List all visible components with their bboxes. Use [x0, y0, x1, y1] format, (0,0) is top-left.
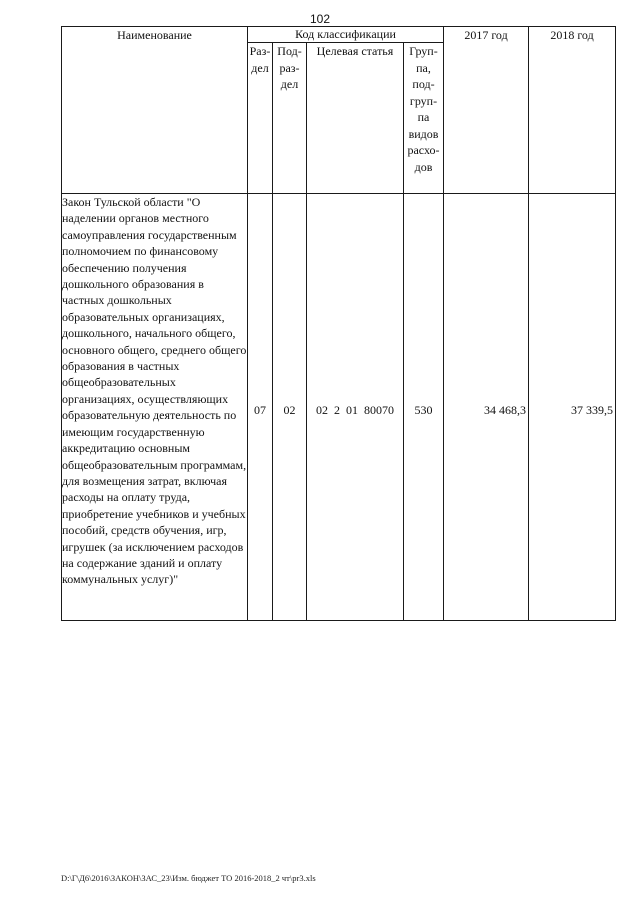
target-part-measure: 01: [346, 402, 358, 417]
footer-file-path: D:\Г\Д6\2016\ЗАКОН\ЗАС_23\Изм. бюджет ТО 2016-2018_2 чт\pr3.xls: [61, 873, 316, 883]
header-subsection-text: Под- раз- дел: [277, 44, 302, 91]
budget-table: [61, 26, 616, 621]
row-target-code: [307, 194, 404, 621]
row-amount-2018: 37 339,5: [529, 194, 616, 621]
table-row: [62, 194, 616, 621]
header-expense-group: [404, 43, 444, 194]
header-section-text: Раз- дел: [249, 44, 271, 75]
header-classification: Код классификации: [248, 27, 444, 43]
header-subsection: [273, 43, 307, 194]
target-part-subprogram: 2: [334, 402, 340, 417]
header-row-1: [62, 27, 616, 43]
row-section: 07: [248, 194, 273, 621]
header-year-2018: 2018 год: [529, 27, 616, 194]
header-name: Наименование: [62, 27, 248, 194]
row-amount-2017: 34 468,3: [444, 194, 529, 621]
row-subsection: 02: [273, 194, 307, 621]
header-target: Целевая статья: [307, 43, 404, 194]
row-expense-group: 530: [404, 194, 444, 621]
header-section: [248, 43, 273, 194]
row-name: Закон Тульской области "О наделении органов местного самоуправления государственным полномочием по финансовому обеспечению получения дошкольного образования в частных дошкольных образовательных организациях, дошкольного, начального общего, основного общего, среднего общего образования в частных общеобразовательных организациях, осуществляющих образовательную деятельность по имеющим государственную аккредитацию основным общеобразовательным программам, для возмещения затрат, включая расходы на оплату труда, приобретение учебников и учебных пособий, средств обучения, игр, игрушек (за исключением расходов на содержание зданий и оплату коммунальных услуг)": [62, 194, 248, 621]
page-number: 102: [309, 12, 331, 26]
header-expense-group-text: Груп- па, под- груп- па видов расхо- дов: [407, 44, 440, 174]
target-part-program: 02: [316, 402, 328, 417]
header-year-2017: 2017 год: [444, 27, 529, 194]
target-part-direction: 80070: [364, 402, 394, 417]
